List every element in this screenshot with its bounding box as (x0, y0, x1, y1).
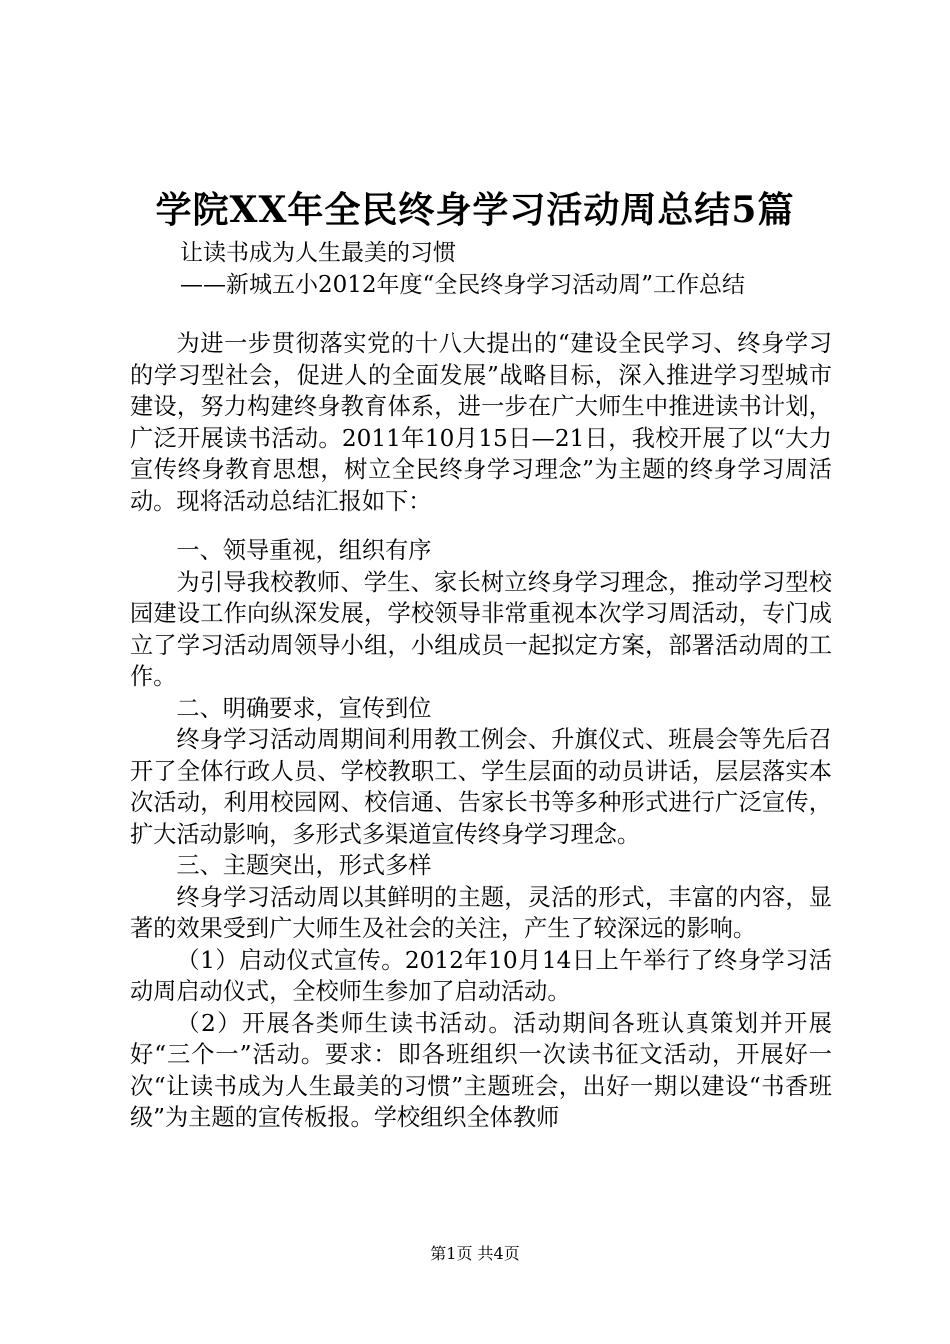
paragraph-section-2: 终身学习活动周期间利用教工例会、升旗仪式、班晨会等先后召开了全体行政人员、学校教职工、学生层面的动员讲话，层层落实本次活动，利用校园网、校信通、告家长书等多种形式进行广泛宣传，扩大活动影响，多形式多渠道宣传终身学习理念。 (130, 726, 832, 848)
section-heading-1: 一、领导重视，组织有序 (176, 537, 432, 564)
section-heading-3: 三、主题突出，形式多样 (176, 852, 432, 879)
section-heading-2: 二、明确要求，宣传到位 (176, 694, 432, 722)
paragraph-section-1: 为引导我校教师、学生、家长树立终身学习理念，推动学习型校园建设工作向纵深发展，学校领导非常重视本次学习周活动，专门成立了学习活动周领导小组，小组成员一起拟定方案，部署活动周的工作。 (130, 568, 832, 690)
paragraph-section-3: 终身学习活动周以其鲜明的主题，灵活的形式，丰富的内容，显著的效果受到广大师生及社会的关注，产生了较深远的影响。 (130, 883, 832, 942)
document-subtitle-line-2: ——新城五小2012年度“全民终身学习活动周”工作总结 (180, 272, 746, 298)
paragraph-gap (130, 517, 832, 535)
document-body (130, 328, 832, 1134)
paragraph-intro: 为进一步贯彻落实党的十八大提出的“建设全民学习、终身学习的学习型社会，促进人的全面发展”战略目标，深入推进学习型城市建设，努力构建终身教育体系，进一步在广大师生中推进读书计划，广泛开展读书活动。2011年10月15日—21日，我校开展了以“大力宣传终身教育思想，树立全民终身学习理念”为主题的终身学习周活动。现将活动总结汇报如下： (130, 330, 832, 515)
document-title: 学院XX年全民终身学习活动周总结5篇 (155, 189, 795, 231)
paragraph-item-1: （1）启动仪式宣传。2012年10月14日上午举行了终身学习活动周启动仪式，全校师生参加了启动活动。 (130, 946, 832, 1005)
document-subtitle: 让读书成为人生最美的习惯 (180, 240, 456, 266)
page-footer: 第1页 共4页 (430, 1244, 520, 1263)
paragraph-item-2: （2）开展各类师生读书活动。活动期间各班认真策划并开展好“三个一”活动。要求：即各班组织一次读书征文活动，开展好一次“让读书成为人生最美的习惯”主题班会，出好一期以建设“书香班级”为主题的宣传板报。学校组织全体教师 (130, 1009, 832, 1131)
